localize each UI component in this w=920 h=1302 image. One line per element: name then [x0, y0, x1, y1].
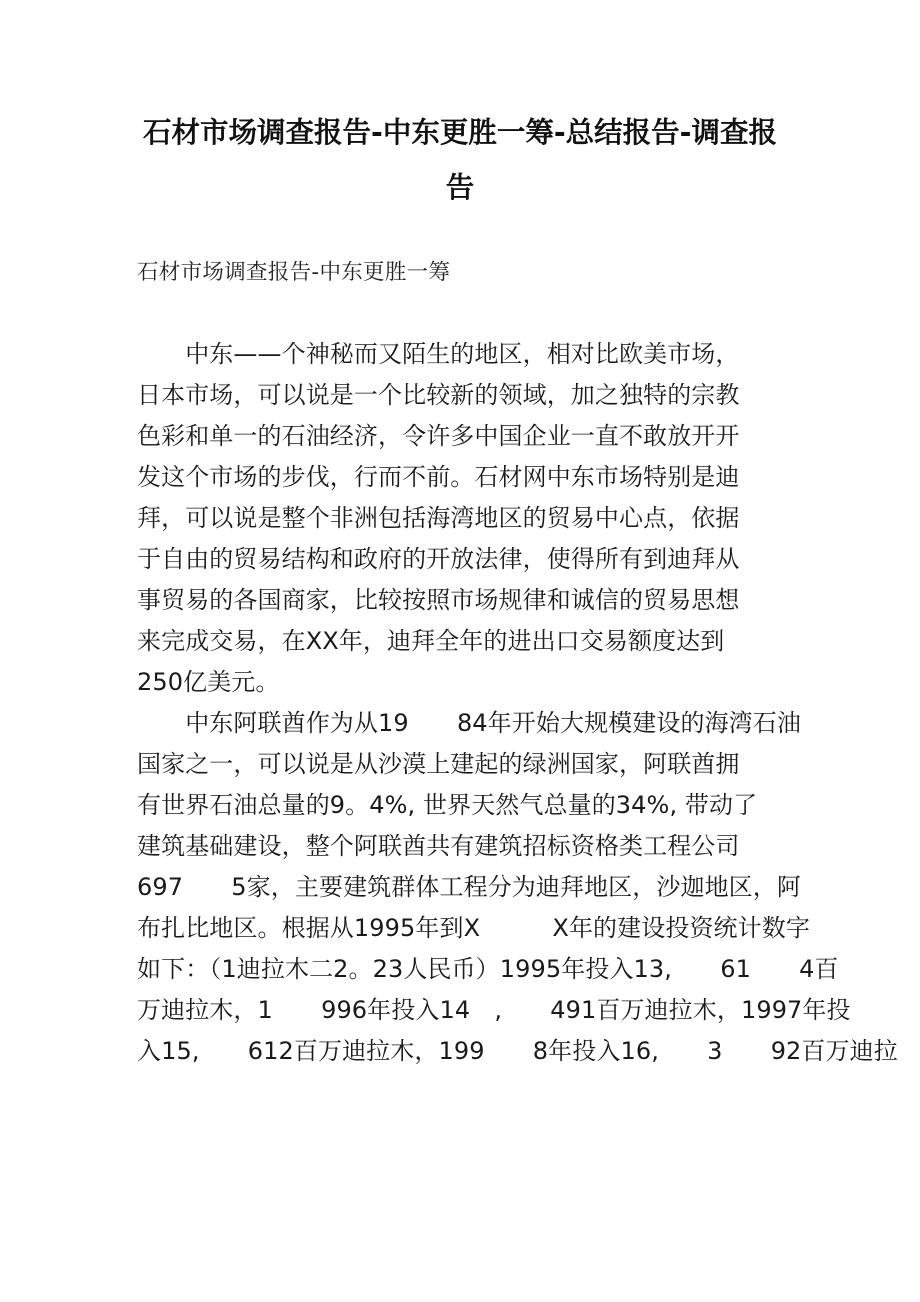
paragraph-2-line-1: 中东阿联酋作为从19 84年开始大规模建设的海湾石油: [137, 709, 801, 737]
paragraph-1-line-6: 于自由的贸易结构和政府的开放法律，使得所有到迪拜从: [137, 545, 740, 573]
paragraph-1-line-3: 色彩和单一的石油经济，令许多中国企业一直不敢放开开: [137, 422, 740, 450]
paragraph-2-line-5: 697 5家，主要建筑群体工程分为迪拜地区，沙迦地区，阿: [137, 873, 801, 901]
paragraph-1-line-5: 拜，可以说是整个非洲包括海湾地区的贸易中心点，依据: [137, 504, 740, 532]
paragraph-1-line-8: 来完成交易，在XX年，迪拜全年的进出口交易额度达到: [137, 627, 725, 655]
paragraph-2-line-6: 布扎比地区。根据从1995年到X X年的建设投资统计数字: [137, 914, 810, 942]
page-title: [137, 105, 783, 215]
page-title-line-1: 石材市场调查报告-中东更胜一筹-总结报: [142, 116, 652, 150]
paragraph-1-line-2: 日本市场，可以说是一个比较新的领域，加之独特的宗教: [137, 381, 740, 409]
blank-line-1: [137, 293, 797, 334]
paragraph-1-line-9: 250亿美元。: [137, 668, 280, 696]
paragraph-2-line-3: 有世界石油总量的9。4%, 世界天然气总量的34%, 带动了: [137, 791, 758, 819]
paragraph-2-line-8: 万迪拉木，1 996年投入14 , 491百万迪拉木，1997年投: [137, 996, 851, 1024]
paragraph-2-line-4: 建筑基础建设，整个阿联酋共有建筑招标资格类工程公司: [137, 832, 740, 860]
paragraph-1-line-4: 发这个市场的步伐，行而不前。石材网中东市场特别是迪: [137, 463, 740, 491]
paragraph-1-line-1: 中东——个神秘而又陌生的地区，相对比欧美市场，: [137, 340, 740, 368]
page-title-line-2: 告-调查报告: [445, 116, 777, 205]
document-heading-line: 石材市场调查报告-中东更胜一筹: [137, 260, 451, 285]
paragraph-1-line-7: 事贸易的各国商家，比较按照市场规律和诚信的贸易思想: [137, 586, 740, 614]
paragraph-2-line-2: 国家之一，可以说是从沙漠上建起的绿洲国家，阿联酋拥: [137, 750, 740, 778]
paragraph-2-line-7: 如下：（1迪拉木二2。23人民币）1995年投入13, 61 4百: [137, 955, 839, 983]
paragraph-2-line-9: 入15, 612百万迪拉木，199 8年投入16, 3 92百万迪拉: [137, 1037, 898, 1065]
document-body: [137, 252, 898, 1072]
